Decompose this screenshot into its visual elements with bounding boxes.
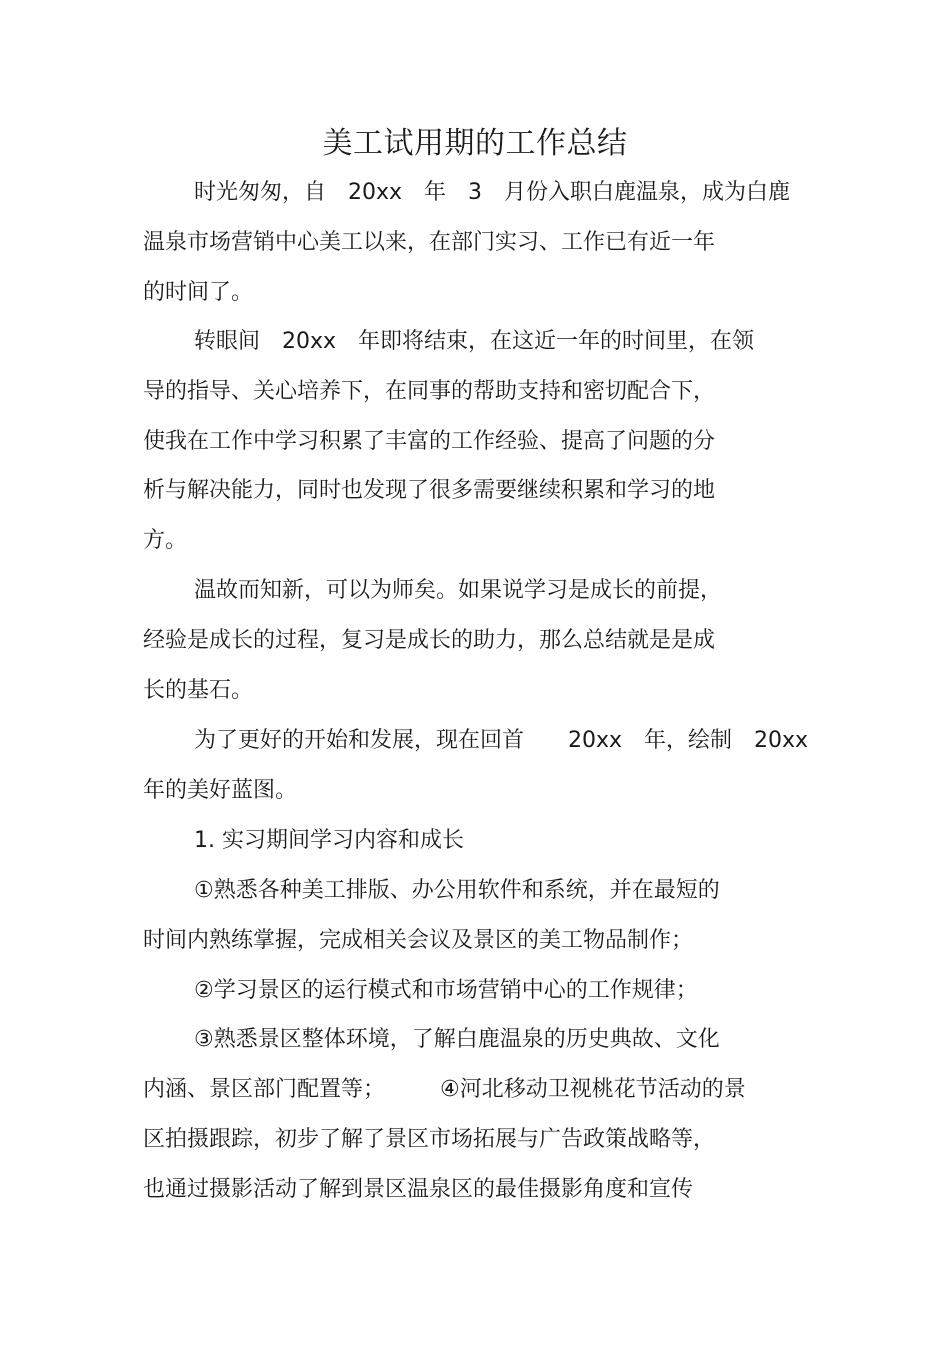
paragraph-line: 方。 <box>143 528 188 553</box>
paragraph-line: 使我在工作中学习积累了丰富的工作经验、提高了问题的分 <box>143 429 716 454</box>
list-item-line: 内涵、景区部门配置等； ④河北移动卫视桃花节活动的景 <box>143 1077 746 1102</box>
paragraph-line: 年的美好蓝图。 <box>143 778 298 803</box>
paragraph-line: 的时间了。 <box>143 280 254 305</box>
list-item-line: ①熟悉各种美工排版、办公用软件和系统，并在最短的 <box>194 878 720 903</box>
paragraph-line: 温泉市场营销中心美工以来，在部门实习、工作已有近一年 <box>143 230 716 255</box>
section-heading: 1. 实习期间学习内容和成长 <box>194 828 464 853</box>
document-title: 美工试用期的工作总结 <box>322 126 628 161</box>
list-item-line: ③熟悉景区整体环境，了解白鹿温泉的历史典故、文化 <box>194 1027 720 1052</box>
paragraph-line: 转眼间 20xx 年即将结束，在这近一年的时间里，在领 <box>194 329 755 354</box>
paragraph-line: 析与解决能力，同时也发现了很多需要继续积累和学习的地 <box>143 478 716 503</box>
paragraph-line: 长的基石。 <box>143 678 254 703</box>
paragraph-line: 时光匆匆，自 20xx 年 3 月份入职白鹿温泉，成为白鹿 <box>194 180 791 205</box>
paragraph-line: 导的指导、关心培养下，在同事的帮助支持和密切配合下， <box>143 379 716 404</box>
list-item-line: 也通过摄影活动了解到景区温泉区的最佳摄影角度和宣传 <box>143 1177 694 1202</box>
paragraph-line: 温故而知新，可以为师矣。如果说学习是成长的前提， <box>194 578 723 603</box>
paragraph-line: 为了更好的开始和发展，现在回首 20xx 年，绘制 20xx <box>194 728 809 753</box>
list-item-line: ②学习景区的运行模式和市场营销中心的工作规律； <box>194 978 698 1003</box>
list-item-line: 时间内熟练掌握，完成相关会议及景区的美工物品制作； <box>143 928 694 953</box>
list-item-line: 区拍摄跟踪，初步了解了景区市场拓展与广告政策战略等， <box>143 1127 716 1152</box>
paragraph-line: 经验是成长的过程，复习是成长的助力，那么总结就是是成 <box>143 628 716 653</box>
